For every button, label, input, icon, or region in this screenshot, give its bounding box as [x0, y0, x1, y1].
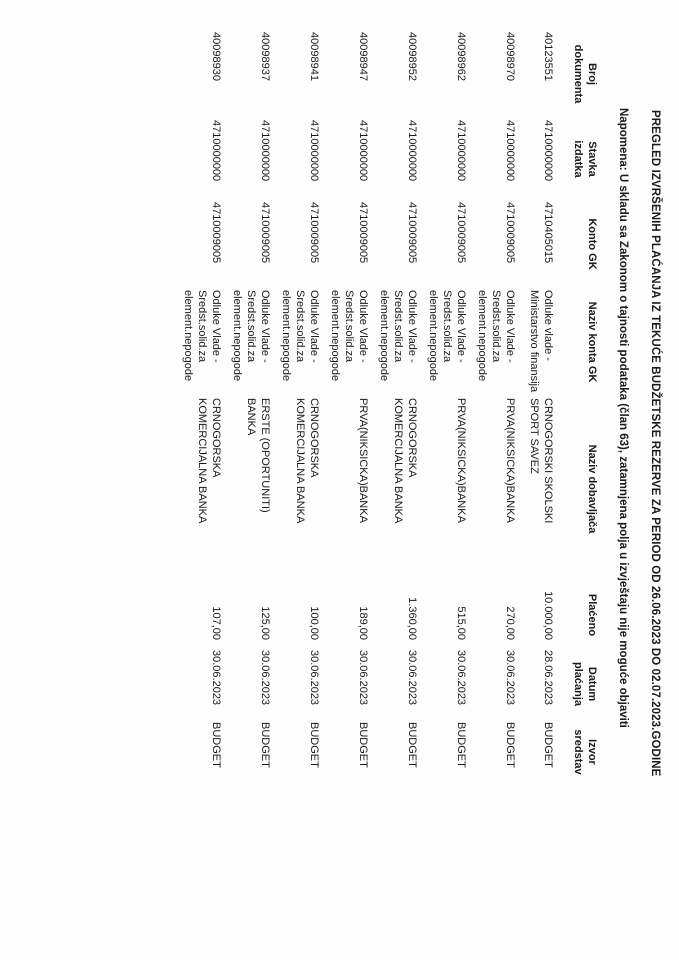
- table-header-row: [555, 30, 599, 784]
- cell-konto: 4710405015: [542, 202, 554, 264]
- dobavljac-line: KOMERCIJALNA BANKA: [294, 398, 306, 524]
- naziv-line: Odluke Vlade -: [406, 290, 418, 363]
- cell-stavka: 4710000000: [455, 120, 467, 182]
- naziv-line: Ministarstvo finansija: [528, 290, 540, 393]
- cell-izvor: BUDGET: [504, 722, 516, 768]
- header-konto-line1: Konto GK: [586, 218, 598, 270]
- cell-izvor: BUDGET: [406, 722, 418, 768]
- cell-izvor: BUDGET: [210, 722, 222, 768]
- cell-naziv-konta: [419, 288, 468, 396]
- table-row: [174, 30, 223, 784]
- cell-broj: 40123551: [542, 32, 554, 81]
- cell-placeno: 515,00: [455, 606, 467, 640]
- cell-konto: 4710009005: [259, 202, 271, 264]
- cell-stavka: 4710000000: [504, 120, 516, 182]
- naziv-line: Odluke Vlade -: [357, 290, 369, 363]
- header-naziv-dobavljaca: [555, 396, 599, 582]
- dobavljac-line: PRVA(NIKSICKA)BANKA: [455, 398, 467, 523]
- dobavljac-line: PRVA(NIKSICKA)BANKA: [357, 398, 369, 523]
- cell-placeno: 10.000,00: [542, 591, 554, 640]
- cell-dobavljac: [468, 396, 517, 582]
- cell-izvor: BUDGET: [308, 722, 320, 768]
- dobavljac-line: CRNOGORSKA: [308, 398, 320, 478]
- report-title: PREGLED IZVRŠENIH PLAĆANJA IZ TEKUĆE BUDŽETSKE REZERVE ZA PERIOD OD 26.06.2023 DO 02.07.2023.GODINE: [649, 110, 661, 777]
- cell-placeno: 100,00: [308, 606, 320, 640]
- naziv-line: Sredst.solid.za: [392, 290, 404, 363]
- cell-broj: 40098947: [357, 32, 369, 81]
- naziv-line: Sredst.solid.za: [441, 290, 453, 363]
- cell-datum: 30.06.2023: [504, 650, 516, 706]
- cell-naziv-konta: [517, 288, 555, 396]
- cell-izvor: BUDGET: [542, 722, 554, 768]
- dobavljac-line: SPORT SAVEZ: [528, 398, 540, 474]
- header-placeno-line1: Plaćeno: [586, 593, 598, 637]
- cell-placeno: 107,00: [210, 606, 222, 640]
- cell-broj: 40098970: [504, 32, 516, 81]
- cell-datum: 30.06.2023: [406, 650, 418, 706]
- naziv-line: element.nepogode: [329, 290, 341, 382]
- dobavljac-line: PRVA(NIKSICKA)BANKA: [504, 398, 516, 523]
- naziv-line: element.nepogode: [476, 290, 488, 382]
- dobavljac-line: CRNOGORSKI SKOLSKI: [542, 398, 554, 524]
- cell-datum: 30.06.2023: [455, 650, 467, 706]
- header-stavka-izdatka: [555, 118, 599, 200]
- dobavljac-line: CRNOGORSKA: [210, 398, 222, 478]
- dobavljac-line: CRNOGORSKA: [406, 398, 418, 478]
- cell-naziv-konta: [370, 288, 419, 396]
- cell-konto: 4710009005: [455, 202, 467, 264]
- naziv-line: element.nepogode: [231, 290, 243, 382]
- cell-naziv-konta: [223, 288, 272, 396]
- table-row: [370, 30, 419, 784]
- naziv-line: Odluke vlade -: [542, 290, 554, 361]
- cell-broj: 40098937: [259, 32, 271, 81]
- cell-stavka: 4710000000: [259, 120, 271, 182]
- cell-broj: 40098941: [308, 32, 320, 81]
- cell-dobavljac: [517, 396, 555, 582]
- cell-broj: 40098930: [210, 32, 222, 81]
- naziv-line: element.nepogode: [378, 290, 390, 382]
- cell-placeno: 270,00: [504, 606, 516, 640]
- naziv-line: Odluke Vlade -: [504, 290, 516, 363]
- cell-dobavljac: [174, 396, 223, 582]
- cell-stavka: 4710000000: [406, 120, 418, 182]
- payments-table: [174, 30, 599, 784]
- naziv-line: Odluke Vlade -: [308, 290, 320, 363]
- cell-datum: 30.06.2023: [210, 650, 222, 706]
- cell-naziv-konta: [321, 288, 370, 396]
- naziv-line: element.nepogode: [427, 290, 439, 382]
- naziv-line: Sredst.solid.za: [245, 290, 257, 363]
- table-row: [321, 30, 370, 784]
- naziv-line: Sredst.solid.za: [196, 290, 208, 363]
- naziv-line: Sredst.solid.za: [294, 290, 306, 363]
- header-datum-line1: Datum: [586, 666, 598, 702]
- cell-konto: 4710009005: [308, 202, 320, 264]
- cell-stavka: 4710000000: [542, 120, 554, 182]
- naziv-line: Odluke Vlade -: [259, 290, 271, 363]
- dobavljac-line: ERSTE (OPORTUNITI): [259, 398, 271, 513]
- confidentiality-note: Napomena: U skladu sa Zakonom o tajnosti podataka (član 63), zatamnjena polja u izvještaju nije moguće objaviti: [617, 108, 629, 728]
- cell-konto: 4710009005: [210, 202, 222, 264]
- table-row: [419, 30, 468, 784]
- cell-naziv-konta: [468, 288, 517, 396]
- cell-naziv-konta: [272, 288, 321, 396]
- table-row: [468, 30, 517, 784]
- header-datum-placanja: [555, 648, 599, 720]
- header-konto-gk: [555, 200, 599, 288]
- header-naziv-konta: [555, 288, 599, 396]
- cell-stavka: 4710000000: [308, 120, 320, 182]
- header-izvor-sredstava: [555, 720, 599, 784]
- cell-dobavljac: [419, 396, 468, 582]
- cell-dobavljac: [321, 396, 370, 582]
- header-stavka-line1: Stavka: [586, 141, 598, 177]
- header-dobavljac-line1: Naziv dobavljača: [586, 444, 598, 534]
- dobavljac-line: BANKA: [245, 398, 257, 436]
- header-placeno: [555, 582, 599, 648]
- cell-stavka: 4710000000: [210, 120, 222, 182]
- cell-izvor: BUDGET: [259, 722, 271, 768]
- cell-placeno: 189,00: [357, 606, 369, 640]
- naziv-line: element.nepogode: [182, 290, 194, 382]
- cell-placeno: 125,00: [259, 606, 271, 640]
- cell-placeno: 1.360,00: [406, 597, 418, 640]
- naziv-line: Sredst.solid.za: [343, 290, 355, 363]
- cell-izvor: BUDGET: [357, 722, 369, 768]
- cell-konto: 4710009005: [504, 202, 516, 264]
- cell-konto: 4710009005: [406, 202, 418, 264]
- naziv-line: Odluke Vlade -: [455, 290, 467, 363]
- header-broj-line1: Broj: [586, 63, 598, 85]
- table-row: [272, 30, 321, 784]
- cell-broj: 40098952: [406, 32, 418, 81]
- header-datum-line2: plaćanja: [572, 661, 584, 707]
- naziv-line: Odluke Vlade -: [210, 290, 222, 363]
- dobavljac-line: KOMERCIJALNA BANKA: [392, 398, 404, 524]
- naziv-line: Sredst.solid.za: [490, 290, 502, 363]
- header-broj-dokumenta: [555, 30, 599, 118]
- dobavljac-line: KOMERCIJALNA BANKA: [196, 398, 208, 524]
- cell-dobavljac: [223, 396, 272, 582]
- naziv-line: element.nepogode: [280, 290, 292, 382]
- cell-dobavljac: [272, 396, 321, 582]
- header-naziv-konta-line1: Naziv konta GK: [586, 301, 598, 383]
- header-broj-line2: dokumenta: [572, 44, 584, 104]
- header-izvor-line1: Izvor: [586, 739, 598, 765]
- table-row: [223, 30, 272, 784]
- header-izvor-line2: sredstav: [572, 729, 584, 775]
- cell-datum: 30.06.2023: [357, 650, 369, 706]
- cell-dobavljac: [370, 396, 419, 582]
- cell-broj: 40098962: [455, 32, 467, 81]
- cell-izvor: BUDGET: [455, 722, 467, 768]
- cell-datum: 28.06.2023: [542, 650, 554, 706]
- cell-datum: 30.06.2023: [308, 650, 320, 706]
- cell-datum: 30.06.2023: [259, 650, 271, 706]
- cell-konto: 4710009005: [357, 202, 369, 264]
- cell-naziv-konta: [174, 288, 223, 396]
- table-row: [517, 30, 555, 784]
- cell-stavka: 4710000000: [357, 120, 369, 182]
- header-stavka-line2: izdatka: [572, 140, 584, 178]
